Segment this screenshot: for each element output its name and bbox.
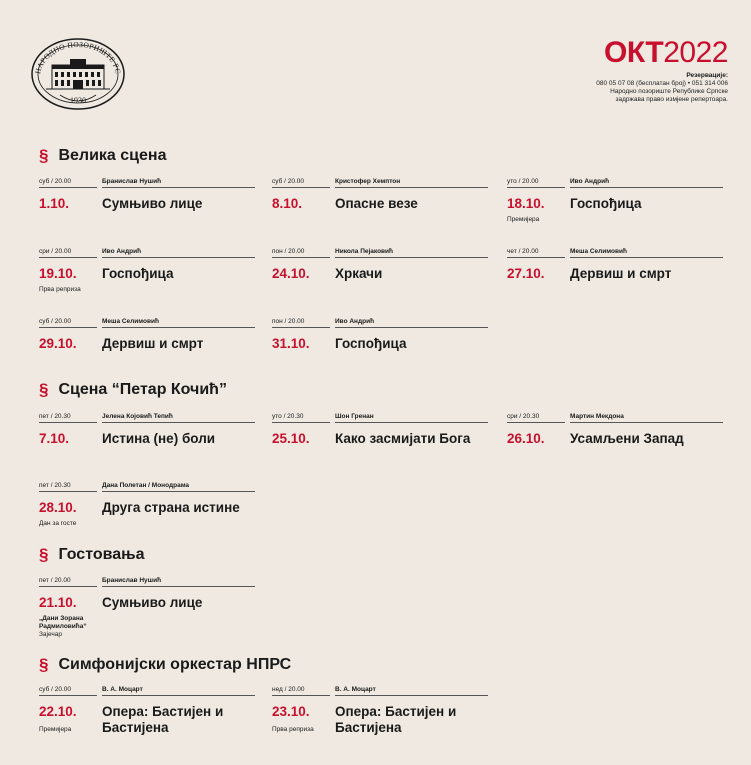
section-title: Симфонијски оркестар НПРС xyxy=(58,656,292,673)
event-date: 8.10. xyxy=(272,196,303,211)
event-author: Бранислав Нушић xyxy=(102,178,255,188)
event-date: 23.10. xyxy=(272,704,310,719)
event-item xyxy=(272,413,488,447)
event-date: 25.10. xyxy=(272,431,310,446)
event-item xyxy=(39,577,255,638)
section-heading-kocic-stage xyxy=(39,380,227,400)
event-note: Дан за госте xyxy=(39,520,77,527)
event-daytime: пон / 20.00 xyxy=(272,318,330,328)
event-note xyxy=(39,615,99,639)
event-daytime: суб / 20.00 xyxy=(39,318,97,328)
section-heading-guest-performances xyxy=(39,545,145,565)
event-date: 1.10. xyxy=(39,196,70,211)
disclaimer-line-2: задржава право измјене репертоара. xyxy=(615,96,728,103)
section-mark-icon: § xyxy=(39,655,49,674)
event-daytime: сри / 20.00 xyxy=(39,248,97,258)
event-note: Прва реприза xyxy=(39,286,81,293)
event-note-festival: „Дани Зорана Радмиловића“ xyxy=(39,615,87,630)
event-date: 31.10. xyxy=(272,336,310,351)
event-note: Премијера xyxy=(39,726,72,733)
event-item xyxy=(272,318,488,352)
event-title: Госпођица xyxy=(570,196,642,211)
event-date: 22.10. xyxy=(39,704,77,719)
month-label: ОКТ xyxy=(604,36,664,69)
section-mark-icon: § xyxy=(39,380,49,399)
event-author: Бранислав Нушић xyxy=(102,577,255,587)
event-author: Кристофер Хемптон xyxy=(335,178,488,188)
event-item xyxy=(507,413,723,447)
section-title: Гостовања xyxy=(58,546,145,563)
event-daytime: уто / 20.00 xyxy=(507,178,565,188)
event-note-city: Зајечар xyxy=(39,631,63,638)
event-date: 19.10. xyxy=(39,266,77,281)
event-title: Хркачи xyxy=(335,266,383,281)
event-daytime: пет / 20.30 xyxy=(39,482,97,492)
event-note: Прва реприза xyxy=(272,726,314,733)
event-title: Дервиш и смрт xyxy=(102,336,204,351)
event-item xyxy=(272,686,488,736)
event-date: 28.10. xyxy=(39,500,77,515)
event-item xyxy=(39,686,255,736)
event-daytime: сри / 20.30 xyxy=(507,413,565,423)
event-title: Опера: Бастијен и Бастијена xyxy=(102,704,224,735)
event-title: Сумњиво лице xyxy=(102,196,203,211)
event-author: Меша Селимовић xyxy=(102,318,255,328)
event-daytime: суб / 20.00 xyxy=(272,178,330,188)
event-daytime: пет / 20.30 xyxy=(39,413,97,423)
event-date: 26.10. xyxy=(507,431,545,446)
event-date: 7.10. xyxy=(39,431,70,446)
event-title: Друга страна истине xyxy=(102,500,240,515)
event-title: Истина (не) боли xyxy=(102,431,216,446)
event-daytime: суб / 20.00 xyxy=(39,178,97,188)
section-heading-symphony-orchestra xyxy=(39,655,291,675)
event-daytime: суб / 20.00 xyxy=(39,686,97,696)
event-daytime: уто / 20.30 xyxy=(272,413,330,423)
event-item xyxy=(39,482,255,527)
event-author: Меша Селимовић xyxy=(570,248,723,258)
logo-year: 1930 xyxy=(70,96,86,105)
event-note: Премијера xyxy=(507,216,540,223)
event-title: Опера: Бастијен и Бастијена xyxy=(335,704,457,735)
event-author: В. А. Моцарт xyxy=(335,686,488,696)
event-title: Усамљени Запад xyxy=(570,431,684,446)
event-date: 27.10. xyxy=(507,266,545,281)
event-item xyxy=(507,178,723,223)
disclaimer-line-1: Народно позориште Републике Српске xyxy=(610,88,728,95)
event-daytime: нед / 20.00 xyxy=(272,686,330,696)
event-title: Госпођица xyxy=(102,266,174,281)
event-item xyxy=(272,248,488,282)
event-date: 24.10. xyxy=(272,266,310,281)
event-author: Јелена Којовић Тепић xyxy=(102,413,255,423)
event-title: Дервиш и смрт xyxy=(570,266,672,281)
header-info xyxy=(596,38,728,104)
event-date: 29.10. xyxy=(39,336,77,351)
event-title: Како засмијати Бога xyxy=(335,431,471,446)
event-daytime: чет / 20.00 xyxy=(507,248,565,258)
event-author: Дана Полетан / Монодрама xyxy=(102,482,255,492)
event-author: Шон Гренан xyxy=(335,413,488,423)
section-heading-main-stage xyxy=(39,146,166,166)
event-title: Сумњиво лице xyxy=(102,595,203,610)
event-date: 21.10. xyxy=(39,595,77,610)
event-author: Иво Андрић xyxy=(102,248,255,258)
event-date: 18.10. xyxy=(507,196,545,211)
month-year xyxy=(596,38,728,68)
event-item xyxy=(39,178,255,212)
theatre-logo xyxy=(30,37,126,111)
event-author: Никола Пејаковић xyxy=(335,248,488,258)
event-title: Опасне везе xyxy=(335,196,418,211)
event-daytime: пон / 20.00 xyxy=(272,248,330,258)
section-mark-icon: § xyxy=(39,545,49,564)
event-author: В. А. Моцарт xyxy=(102,686,255,696)
event-author: Иво Андрић xyxy=(335,318,488,328)
event-daytime: пет / 20.00 xyxy=(39,577,97,587)
event-item xyxy=(39,413,255,447)
section-title: Велика сцена xyxy=(58,147,167,164)
section-title: Сцена “Петар Кочић” xyxy=(58,381,227,398)
reservations-label: Резервације: xyxy=(686,72,728,79)
section-mark-icon: § xyxy=(39,146,49,165)
event-author: Иво Андрић xyxy=(570,178,723,188)
event-title: Госпођица xyxy=(335,336,407,351)
event-item xyxy=(507,248,723,282)
event-item xyxy=(272,178,488,212)
logo-text: НАРОДНО ПОЗОРИШТЕ РС xyxy=(33,39,123,75)
event-item xyxy=(39,318,255,352)
event-author: Мартин Мекдона xyxy=(570,413,723,423)
year-label: 2022 xyxy=(663,36,728,69)
event-item xyxy=(39,248,255,293)
reservation-phones: 080 05 07 08 (бесплатан број) • 051 314 006 xyxy=(596,80,728,87)
